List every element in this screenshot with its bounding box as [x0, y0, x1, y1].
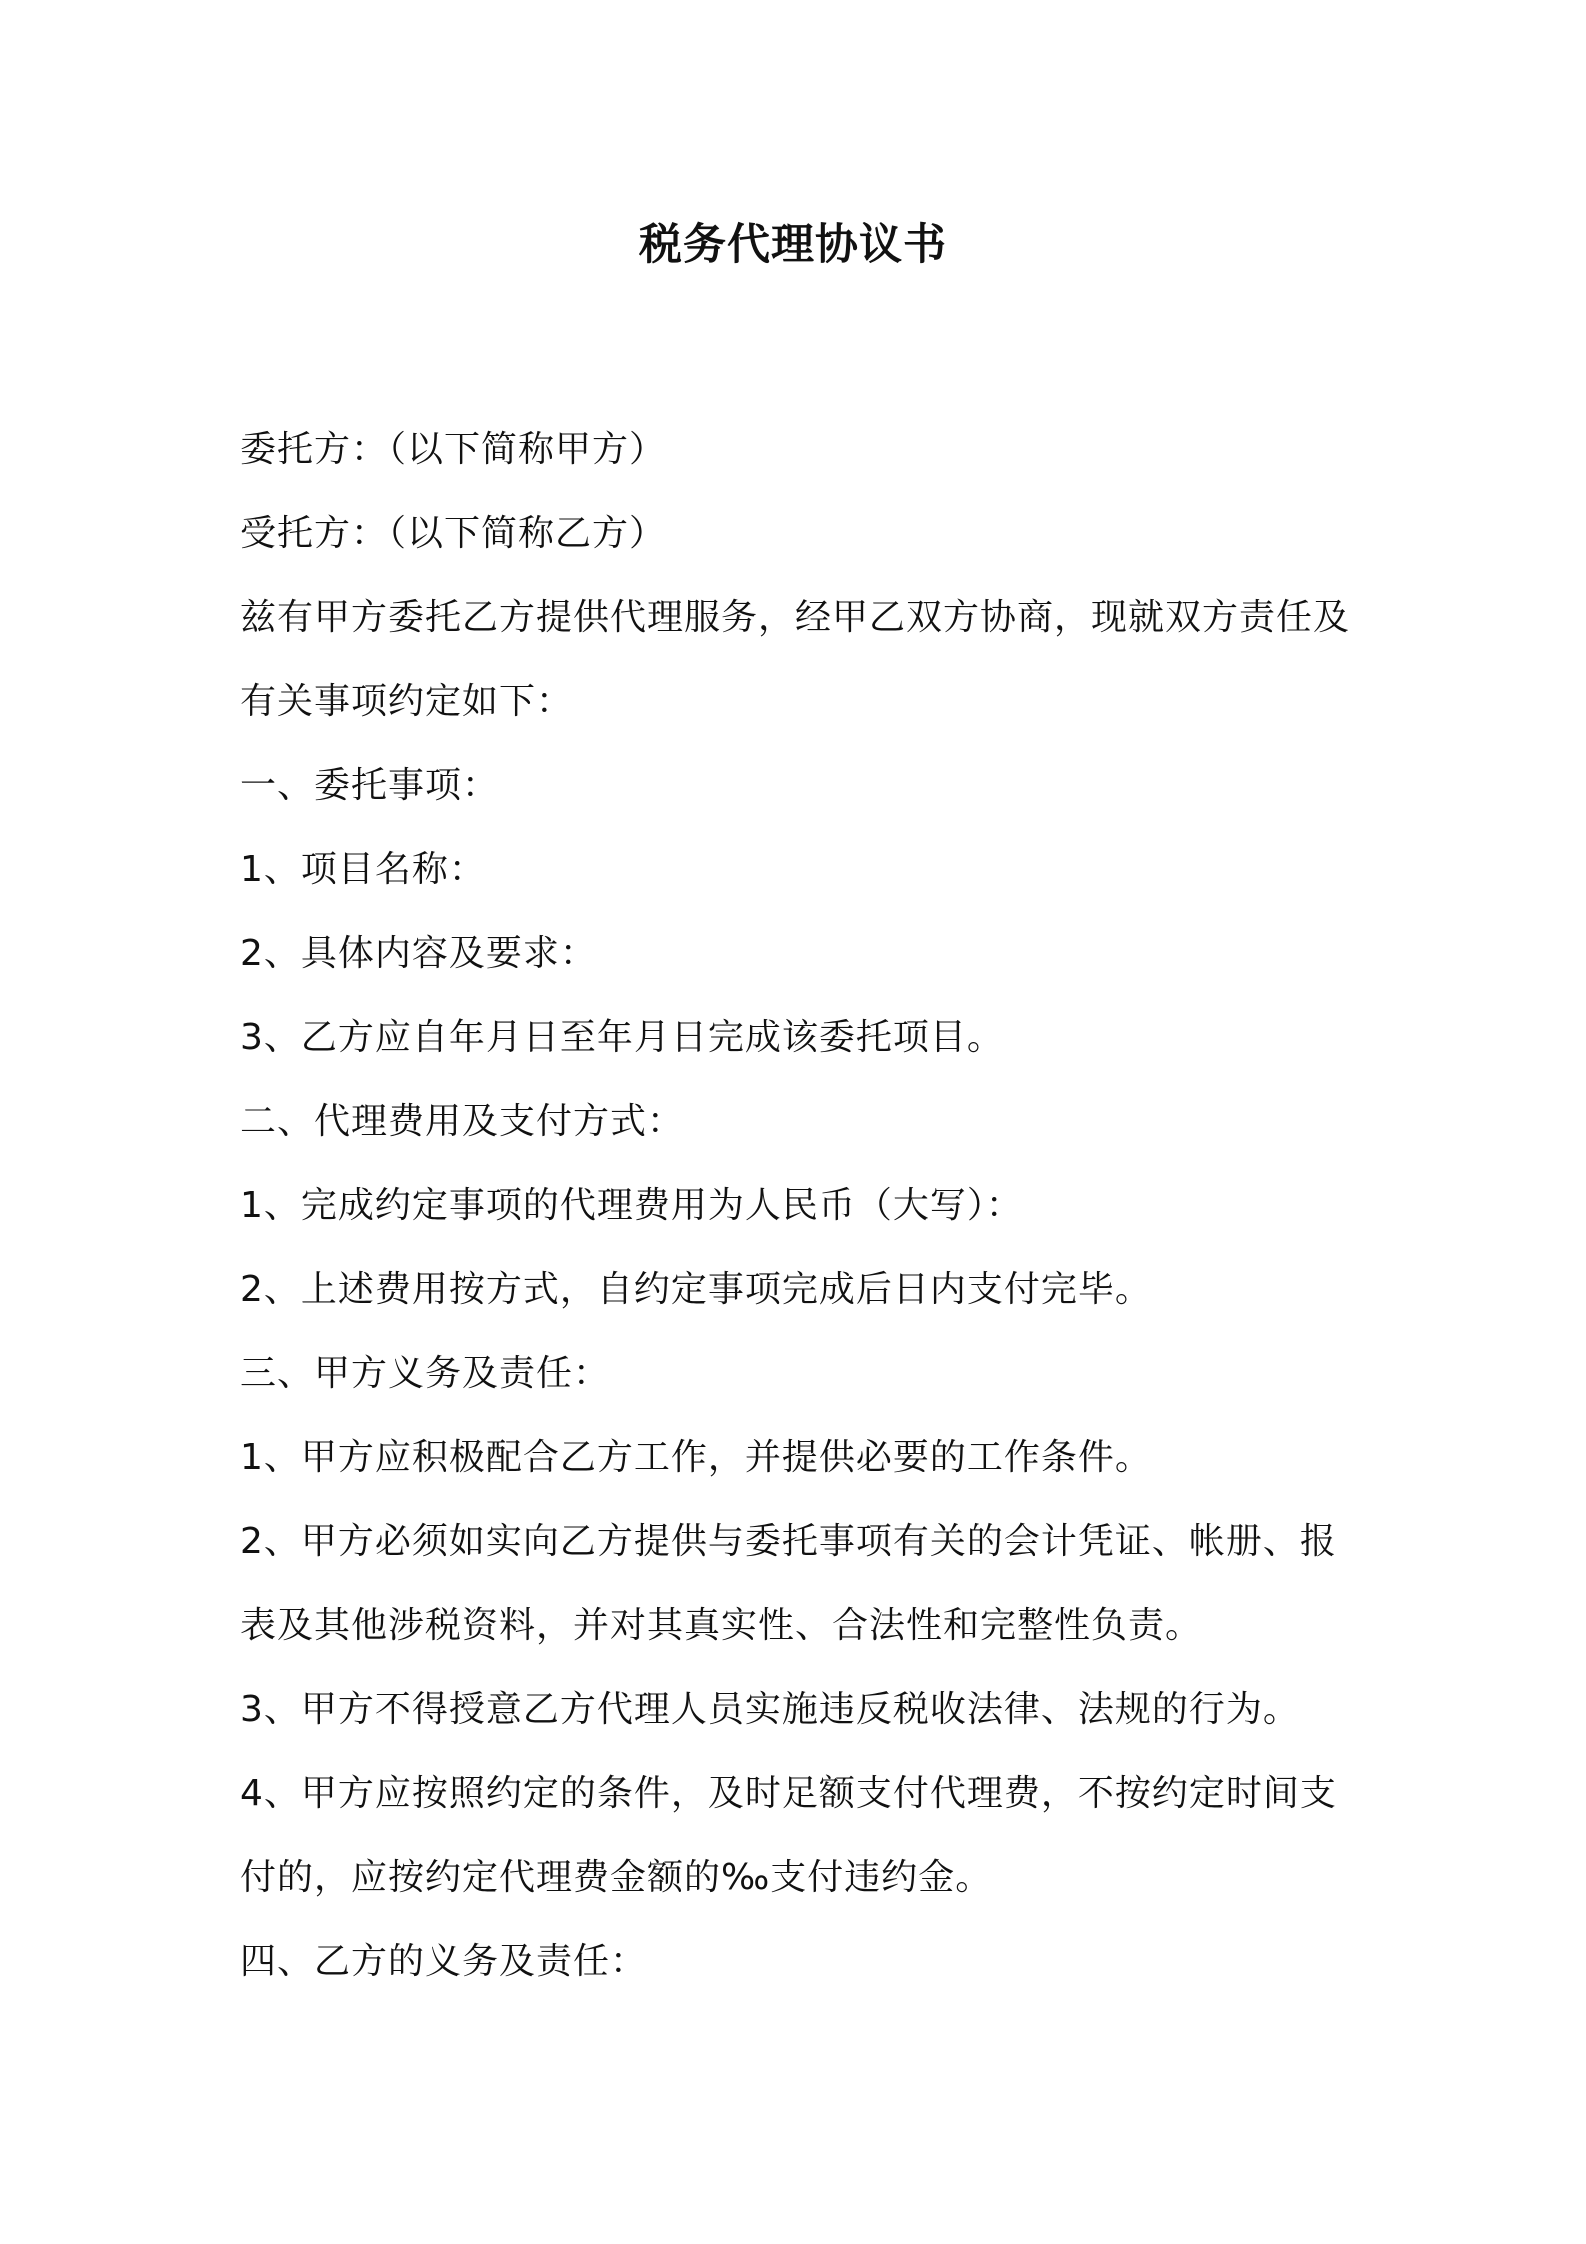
clause-1-2: 2、具体内容及要求： — [240, 933, 597, 974]
clause-3-2-part-2: 表及其他涉税资料，并对其真实性、合法性和完整性负责。 — [240, 1605, 1203, 1646]
line-preamble-1: 兹有甲方委托乙方提供代理服务，经甲乙双方协商，现就双方责任及 — [240, 597, 1351, 638]
document-body — [240, 408, 1360, 2004]
clause-1-3: 3、乙方应自年月日至年月日完成该委托项目。 — [240, 1017, 1004, 1058]
clause-3-4-part-2: 付的，应按约定代理费金额的‰支付违约金。 — [240, 1857, 993, 1898]
section-heading-3: 三、甲方义务及责任： — [240, 1353, 611, 1394]
line-agent: 受托方：（以下简称乙方） — [240, 513, 667, 554]
line-principal: 委托方：（以下简称甲方） — [240, 429, 667, 470]
section-heading-1: 一、委托事项： — [240, 765, 500, 806]
clause-2-1: 1、完成约定事项的代理费用为人民币（大写）： — [240, 1185, 1023, 1226]
clause-2-2: 2、上述费用按方式，自约定事项完成后日内支付完毕。 — [240, 1269, 1152, 1310]
clause-3-1: 1、甲方应积极配合乙方工作，并提供必要的工作条件。 — [240, 1437, 1152, 1478]
clause-1-1: 1、项目名称： — [240, 849, 486, 890]
clause-3-4-part-1: 4、甲方应按照约定的条件，及时足额支付代理费，不按约定时间支 — [240, 1773, 1337, 1814]
clause-3-2-part-1: 2、甲方必须如实向乙方提供与委托事项有关的会计凭证、帐册、报 — [240, 1521, 1337, 1562]
section-heading-4: 四、乙方的义务及责任： — [240, 1941, 648, 1982]
line-preamble-2: 有关事项约定如下： — [240, 681, 574, 722]
clause-3-3: 3、甲方不得授意乙方代理人员实施违反税收法律、法规的行为。 — [240, 1689, 1300, 1730]
document-title: 税务代理协议书 — [639, 220, 947, 270]
section-heading-2: 二、代理费用及支付方式： — [240, 1101, 685, 1142]
